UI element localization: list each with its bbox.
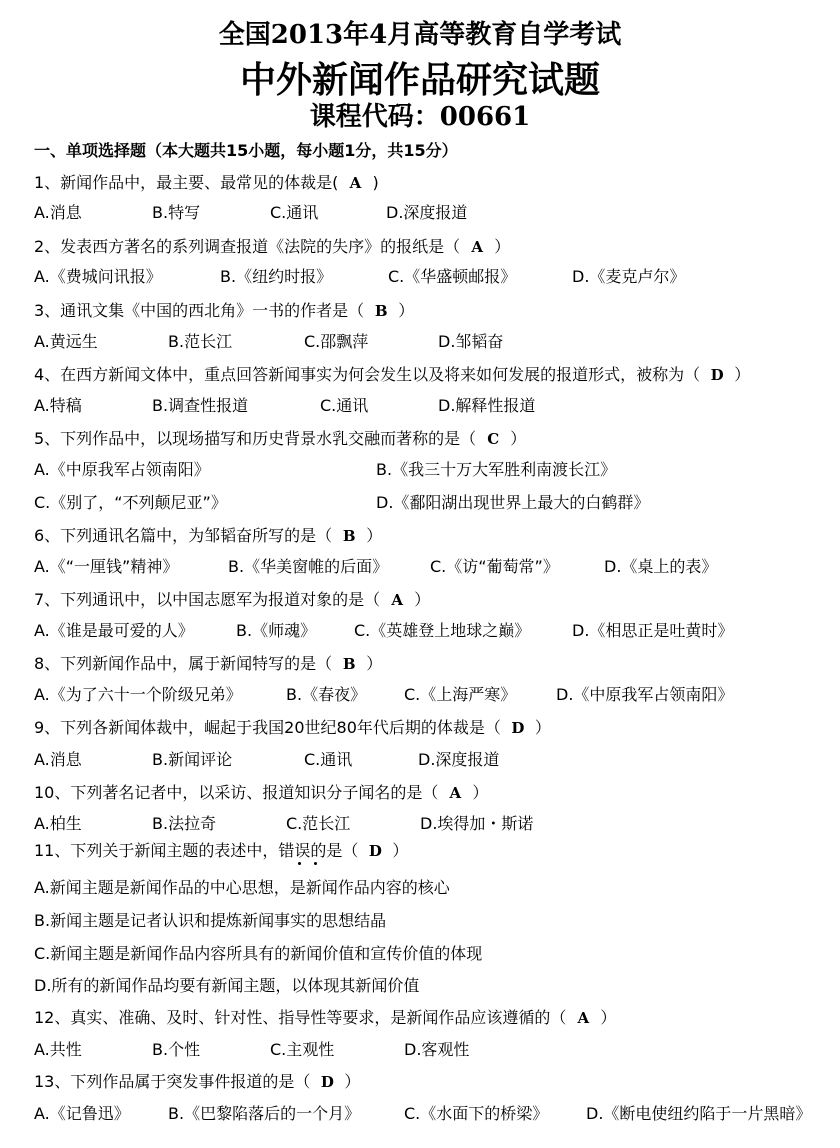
option-d: D.解释性报道 <box>438 396 536 415</box>
question-stem <box>34 715 551 741</box>
question-close-paren: ) <box>372 173 379 192</box>
option-d: D.《麦克卢尔》 <box>572 267 686 286</box>
option-c: C.《别了，“不列颠尼亚”》 <box>34 493 227 512</box>
answer-letter: A <box>391 591 403 609</box>
option-c: C.通讯 <box>320 396 369 415</box>
question-text: 3、通讯文集《中国的西北角》一书的作者是（ <box>34 301 365 320</box>
emphasis-dot <box>298 862 301 865</box>
option-b: B.特写 <box>152 203 201 222</box>
answer-letter: C <box>487 430 500 448</box>
option-b: B.《华美窗帷的后面》 <box>228 557 389 576</box>
option-a: A.消息 <box>34 203 82 222</box>
option-a: A.《费城问讯报》 <box>34 267 162 286</box>
options-row <box>34 1037 824 1063</box>
exam-title-main: 中外新闻作品研究试题 <box>239 59 600 101</box>
option-c: C.通讯 <box>270 203 319 222</box>
option-c: C.《英雄登上地球之巅》 <box>354 621 531 640</box>
question-close-paren: ） <box>534 718 551 737</box>
option-b: B.《巴黎陷落后的一个月》 <box>168 1104 361 1123</box>
question-close-paren: ） <box>366 526 383 545</box>
question-stem <box>34 170 379 196</box>
options-row <box>34 457 824 483</box>
options-row <box>34 875 824 901</box>
question-close-paren: ） <box>734 365 751 384</box>
options-row <box>34 811 824 837</box>
question-stem <box>34 780 488 806</box>
option-a: A.新闻主题是新闻作品的中心思想，是新闻作品内容的核心 <box>34 878 450 897</box>
question-close-paren: ） <box>414 590 431 609</box>
exam-title-line1: 全国2013年4月高等教育自学考试 <box>218 20 622 50</box>
question-text: 9、下列各新闻体裁中，崛起于我国20世纪80年代后期的体裁是（ <box>34 718 501 737</box>
question-stem <box>34 1069 360 1095</box>
question-text: 7、下列通讯中，以中国志愿军为报道对象的是（ <box>34 590 381 609</box>
question-text: 5、下列作品中，以现场描写和历史背景水乳交融而著称的是（ <box>34 429 477 448</box>
option-a: A.《谁是最可爱的人》 <box>34 621 194 640</box>
options-row <box>34 554 824 580</box>
option-c: C.《华盛顿邮报》 <box>388 267 517 286</box>
answer-letter: D <box>710 366 724 384</box>
question-close-paren: ） <box>494 237 511 256</box>
answer-letter: D <box>320 1073 334 1091</box>
option-b: B.《我三十万大军胜利南渡长江》 <box>376 460 617 479</box>
emphasis-dot <box>314 862 317 865</box>
question-close-paren: ） <box>392 841 409 860</box>
question-text: 4、在西方新闻文体中，重点回答新闻事实为何会发生以及将来如何发展的报道形式，被称为（ <box>34 365 701 384</box>
option-d: D.《鄱阳湖出现世界上最大的白鹤群》 <box>376 493 650 512</box>
options-row <box>34 941 824 967</box>
option-d: D.《桌上的表》 <box>604 557 718 576</box>
option-a: A.消息 <box>34 750 82 769</box>
question-stem <box>34 1005 616 1031</box>
options-row <box>34 618 824 644</box>
question-stem <box>34 362 750 388</box>
option-c: C.《水面下的桥梁》 <box>404 1104 549 1123</box>
question-close-paren: ） <box>344 1072 361 1091</box>
answer-letter: A <box>449 784 462 802</box>
question-text: 11、下列关于新闻主题的表述中，错误的是（ <box>34 841 359 860</box>
options-row <box>34 908 824 934</box>
option-d: D.深度报道 <box>386 203 468 222</box>
answer-letter: A <box>577 1009 590 1027</box>
options-row <box>34 682 824 708</box>
course-code: 课程代码：00661 <box>309 102 531 132</box>
options-row <box>34 747 824 773</box>
question-stem <box>34 651 382 677</box>
answer-letter: B <box>342 527 356 545</box>
option-b: B.调查性报道 <box>152 396 249 415</box>
option-c: C.通讯 <box>304 750 353 769</box>
answer-letter: B <box>342 655 356 673</box>
answer-letter: A <box>349 174 362 192</box>
option-b: B.新闻主题是记者认识和提炼新闻事实的思想结晶 <box>34 911 387 930</box>
option-d: D.《中原我军占领南阳》 <box>556 685 734 704</box>
option-d: D.《断电使纽约陷于一片黑暗》 <box>586 1104 812 1123</box>
question-text: 10、下列著名记者中，以采访、报道知识分子闻名的是（ <box>34 783 439 802</box>
question-stem <box>34 298 414 324</box>
option-d: D.客观性 <box>404 1040 470 1059</box>
question-close-paren: ） <box>600 1008 617 1027</box>
option-a: A.《为了六十一个阶级兄弟》 <box>34 685 242 704</box>
question-stem <box>34 234 510 260</box>
question-text: 12、真实、准确、及时、针对性、指导性等要求，是新闻作品应该遵循的（ <box>34 1008 567 1027</box>
question-stem <box>34 838 408 864</box>
question-text: 13、下列作品属于突发事件报道的是（ <box>34 1072 311 1091</box>
option-a: A.特稿 <box>34 396 82 415</box>
option-a: A.共性 <box>34 1040 82 1059</box>
options-row <box>34 490 824 516</box>
option-d: D.邹韬奋 <box>438 332 504 351</box>
question-text: 8、下列新闻作品中，属于新闻特写的是（ <box>34 654 333 673</box>
option-c: C.邵飘萍 <box>304 332 369 351</box>
answer-letter: A <box>471 238 483 256</box>
option-c: C.《上海严寒》 <box>404 685 517 704</box>
question-close-paren: ） <box>472 783 489 802</box>
question-close-paren: ） <box>510 429 527 448</box>
option-d: D.所有的新闻作品均要有新闻主题，以体现其新闻价值 <box>34 976 420 995</box>
option-c: C.新闻主题是新闻作品内容所具有的新闻价值和宣传价值的体现 <box>34 944 483 963</box>
option-b: B.范长江 <box>168 332 233 351</box>
options-row <box>34 264 824 290</box>
question-stem <box>34 523 382 549</box>
option-c: C.主观性 <box>270 1040 335 1059</box>
options-row <box>34 393 824 419</box>
question-text: 1、新闻作品中，最主要、最常见的体裁是( <box>34 173 339 192</box>
option-b: B.新闻评论 <box>152 750 233 769</box>
option-d: D.埃得加・斯诺 <box>420 814 534 833</box>
question-close-paren: ） <box>398 301 415 320</box>
question-close-paren: ） <box>366 654 383 673</box>
option-b: B.法拉奇 <box>152 814 217 833</box>
option-b: B.《春夜》 <box>286 685 367 704</box>
option-c: C.《访“葡萄常”》 <box>430 557 559 576</box>
option-d: D.《相思正是吐黄时》 <box>572 621 734 640</box>
question-stem <box>34 426 526 452</box>
option-d: D.深度报道 <box>418 750 500 769</box>
options-row <box>34 200 824 226</box>
options-row <box>34 973 824 999</box>
answer-letter: B <box>374 302 388 320</box>
question-text: 2、发表西方著名的系列调查报道《法院的失序》的报纸是（ <box>34 237 461 256</box>
option-b: B.《师魂》 <box>236 621 317 640</box>
question-stem <box>34 587 430 613</box>
option-a: A.黄远生 <box>34 332 98 351</box>
option-b: B.个性 <box>152 1040 201 1059</box>
options-row <box>34 1101 824 1127</box>
section-heading: 一、单项选择题（本大题共15小题，每小题1分，共15分） <box>34 141 458 160</box>
option-a: A.《记鲁迅》 <box>34 1104 130 1123</box>
option-a: A.柏生 <box>34 814 82 833</box>
option-b: B.《纽约时报》 <box>220 267 333 286</box>
question-text: 6、下列通讯名篇中，为邹韬奋所写的是（ <box>34 526 333 545</box>
option-c: C.范长江 <box>286 814 351 833</box>
answer-letter: D <box>511 719 525 737</box>
option-a: A.《中原我军占领南阳》 <box>34 460 210 479</box>
answer-letter: D <box>368 842 382 860</box>
options-row <box>34 329 824 355</box>
option-a: A.《“一厘钱”精神》 <box>34 557 179 576</box>
